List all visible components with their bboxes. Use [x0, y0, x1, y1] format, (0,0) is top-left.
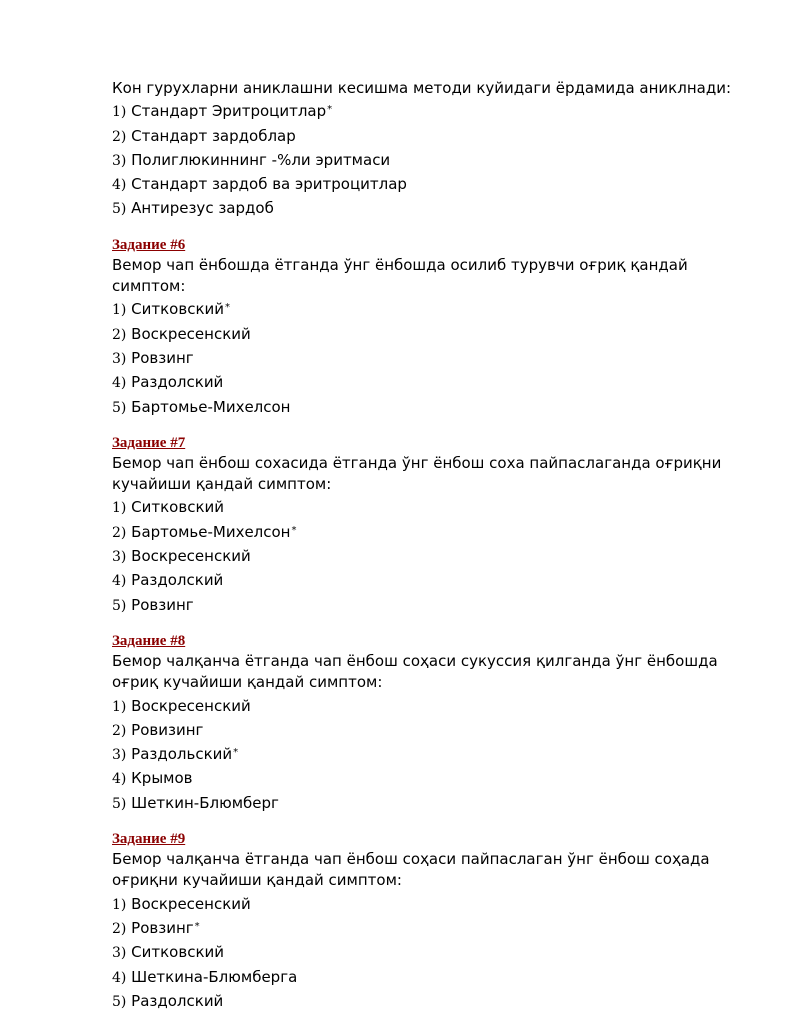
document-page [112, 78, 762, 1013]
answer-option [112, 766, 762, 790]
option-number: 5) [112, 795, 127, 812]
option-text: Стандарт Эритроцитлар [131, 102, 327, 121]
answer-option [112, 124, 762, 148]
option-number: 5) [112, 201, 127, 218]
answer-option [112, 520, 762, 544]
option-number: 3) [112, 152, 127, 169]
answer-option [112, 791, 762, 815]
task-title: Задание #6 [112, 236, 186, 253]
task-title: Задание #9 [112, 831, 186, 848]
task-title: Задание #8 [112, 632, 186, 649]
option-number: 5) [112, 399, 127, 416]
answer-option [112, 742, 762, 766]
option-number: 5) [112, 993, 127, 1010]
option-number: 5) [112, 597, 127, 614]
question-block-9 [112, 829, 762, 1013]
option-text: Ровзинг [131, 348, 194, 367]
answer-option [112, 346, 762, 370]
option-text: Антирезус зардоб [131, 199, 274, 218]
correct-marker: * [233, 747, 239, 759]
answer-option [112, 322, 762, 346]
option-number: 2) [112, 128, 127, 145]
option-text: Стандарт зардоблар [131, 126, 296, 145]
correct-marker: * [225, 302, 230, 314]
question-block-7 [112, 433, 762, 617]
answer-option [112, 892, 762, 916]
option-text: Бартомье-Михелсон [131, 522, 291, 541]
option-text: Раздолский [131, 373, 224, 392]
correct-marker: * [194, 920, 200, 932]
answer-option [112, 544, 762, 568]
option-text: Воскресенский [131, 696, 251, 715]
answer-option [112, 172, 762, 196]
option-text: Ситковский [131, 498, 224, 517]
question-text: Бемор чалқанча ётганда чап ёнбош соҳаси пайпаслаган ўнг ёнбош соҳада оғриқни кучайиши қандай симптом: [112, 850, 710, 890]
option-number: 4) [112, 573, 127, 590]
question-text: Кон гурухларни аниклашни кесишма методи куйидаги ёрдамида аниклнади: [112, 79, 731, 97]
option-text: Раздолский [131, 571, 224, 590]
option-number: 2) [112, 524, 127, 541]
answer-option [112, 718, 762, 742]
option-text: Шеткин-Блюмберг [131, 793, 279, 812]
option-number: 1) [112, 698, 127, 715]
question-text: Бемор чалқанча ётганда чап ёнбош соҳаси сукуссия қилганда ўнг ёнбошда оғриқ кучайиши қандай симптом: [112, 651, 718, 692]
answer-option [112, 694, 762, 718]
answer-option [112, 148, 762, 172]
option-number: 4) [112, 969, 127, 986]
option-number: 3) [112, 747, 127, 764]
answer-option [112, 989, 762, 1013]
option-number: 2) [112, 920, 127, 937]
option-text: Ровзинг [131, 918, 194, 937]
question-text: Bемор чап ёнбошда ётганда ўнг ёнбошда осилиб турувчи оғриқ қандай симптом: [112, 255, 688, 296]
option-number: 3) [112, 945, 127, 962]
option-number: 3) [112, 549, 127, 566]
option-number: 1) [112, 302, 127, 319]
question-block-8 [112, 631, 762, 815]
question-text: Бемор чап ёнбош сохасида ётганда ўнг ёнбош соха пайпаслаганда оғриқни кучайиши қандай симптом: [112, 453, 722, 494]
option-text: Ситковский [131, 943, 224, 962]
option-text: Воскресенский [131, 894, 251, 913]
option-text: Воскресенский [131, 547, 251, 566]
option-number: 4) [112, 771, 127, 788]
question-block-5 [112, 78, 762, 221]
option-text: Шеткина-Блюмберга [131, 967, 298, 986]
answer-option [112, 196, 762, 220]
answer-option [112, 593, 762, 617]
option-number: 2) [112, 722, 127, 739]
question-block-6 [112, 235, 762, 419]
option-text: Бартомье-Михелсон [131, 397, 291, 416]
option-text: Ровзинг [131, 595, 194, 614]
option-number: 1) [112, 896, 127, 913]
answer-option [112, 99, 762, 123]
option-text: Раздольский [131, 745, 233, 764]
answer-option [112, 297, 762, 321]
answer-option [112, 940, 762, 964]
option-text: Раздолский [131, 991, 224, 1010]
option-number: 2) [112, 326, 127, 343]
option-text: Крымов [131, 769, 193, 788]
answer-option [112, 916, 762, 940]
task-title: Задание #7 [112, 434, 186, 451]
answer-option [112, 495, 762, 519]
answer-option [112, 965, 762, 989]
option-text: Ровизинг [131, 720, 204, 739]
correct-marker: * [327, 104, 333, 116]
option-number: 1) [112, 104, 127, 121]
answer-option [112, 370, 762, 394]
option-number: 4) [112, 375, 127, 392]
option-text: Воскресенский [131, 324, 251, 343]
option-number: 3) [112, 350, 127, 367]
correct-marker: * [291, 524, 297, 536]
option-text: Ситковский [131, 300, 224, 319]
option-number: 4) [112, 177, 127, 194]
answer-option [112, 395, 762, 419]
answer-option [112, 568, 762, 592]
option-number: 1) [112, 500, 127, 517]
option-text: Стандарт зардоб ва эритроцитлар [131, 175, 407, 194]
option-text: Полиглюкиннинг -%ли эритмаси [131, 150, 391, 169]
